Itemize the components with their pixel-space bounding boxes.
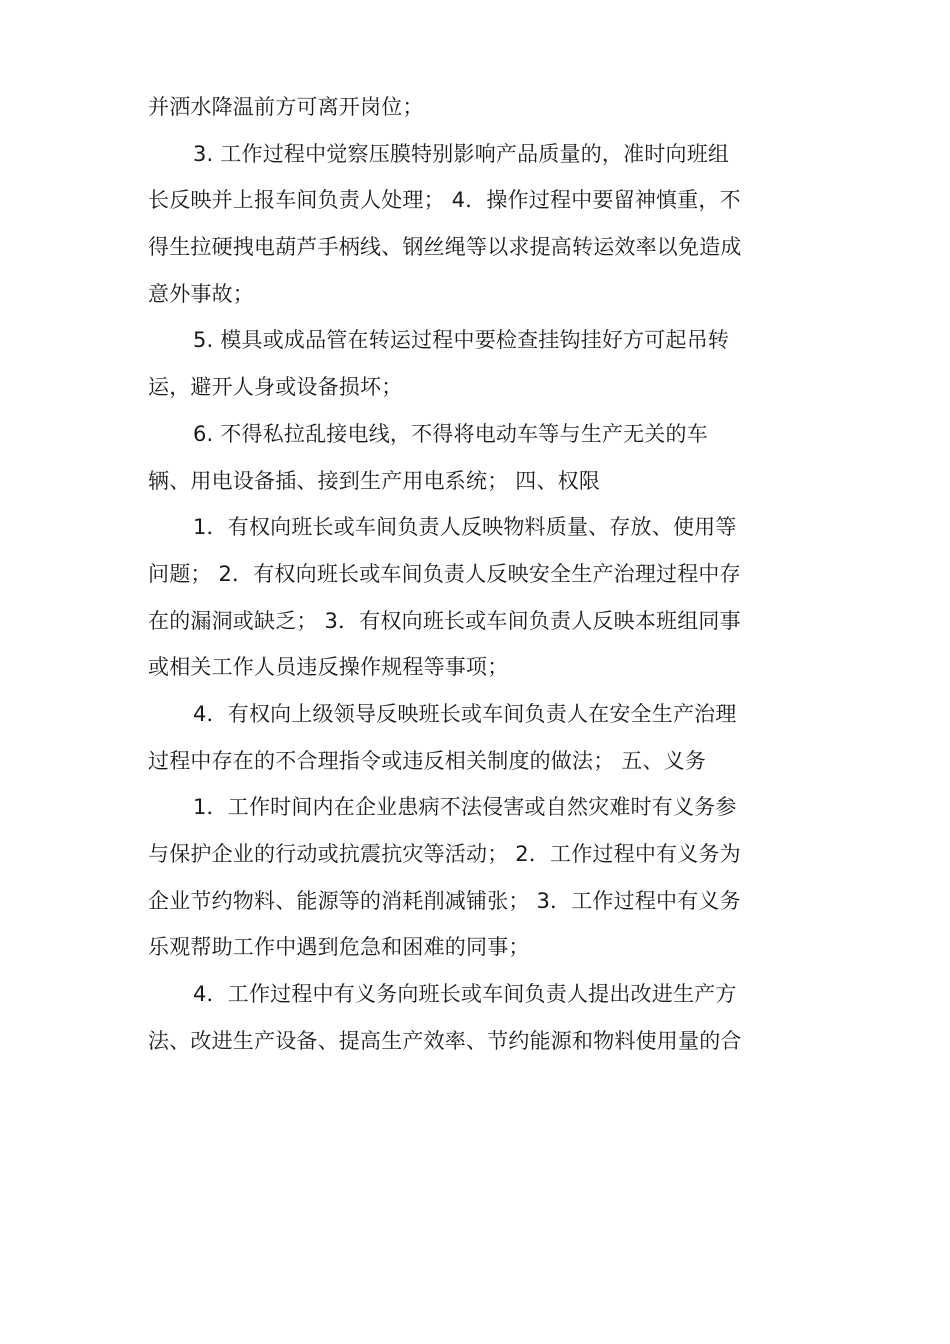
text-line-rights-1: 1．有权向班长或车间负责人反映物料质量、存放、使用等 <box>193 515 737 540</box>
text-line: 辆、用电设备插、接到生产用电系统； 四、权限 <box>148 468 601 493</box>
text-line: 得生拉硬拽电葫芦手柄线、钢丝绳等以求提高转运效率以免造成 <box>148 235 742 260</box>
text-line: 法、改进生产设备、提高生产效率、节约能源和物料使用量的合 <box>148 1028 742 1053</box>
text-line-item-3: 3. 工作过程中觉察压膜特别影响产品质量的，准时向班组 <box>193 141 730 166</box>
text-line: 企业节约物料、能源等的消耗削减铺张； 3．工作过程中有义务 <box>148 888 741 913</box>
text-line: 乐观帮助工作中遇到危急和困难的同事； <box>148 935 530 960</box>
text-line-rights-4: 4．有权向上级领导反映班长或车间负责人在安全生产治理 <box>193 701 737 726</box>
text-line: 或相关工作人员违反操作规程等事项； <box>148 655 509 680</box>
text-line-duties-1: 1．工作时间内在企业患病不法侵害或自然灾难时有义务参 <box>193 795 737 820</box>
text-line: 在的漏洞或缺乏； 3．有权向班长或车间负责人反映本班组同事 <box>148 608 741 633</box>
text-line: 过程中存在的不合理指令或违反相关制度的做法； 五、义务 <box>148 748 707 773</box>
text-line-item-5: 5. 模具或成品管在转运过程中要检查挂钩挂好方可起吊转 <box>193 328 730 353</box>
text-line: 意外事故； <box>148 281 254 306</box>
text-line: 长反映并上报车间负责人处理； 4．操作过程中要留神慎重，不 <box>148 188 741 213</box>
text-line-item-6: 6. 不得私拉乱接电线，不得将电动车等与生产无关的车 <box>193 421 708 446</box>
text-line: 并洒水降温前方可离开岗位； <box>148 95 424 119</box>
text-line: 运，避开人身或设备损坏； <box>148 375 403 400</box>
text-line-duties-4: 4．工作过程中有义务向班长或车间负责人提出改进生产方 <box>193 982 737 1007</box>
text-line: 与保护企业的行动或抗震抗灾等活动； 2．工作过程中有义务为 <box>148 842 741 866</box>
document-body <box>148 84 828 1064</box>
text-line: 问题； 2．有权向班长或车间负责人反映安全生产治理过程中存 <box>148 561 741 586</box>
